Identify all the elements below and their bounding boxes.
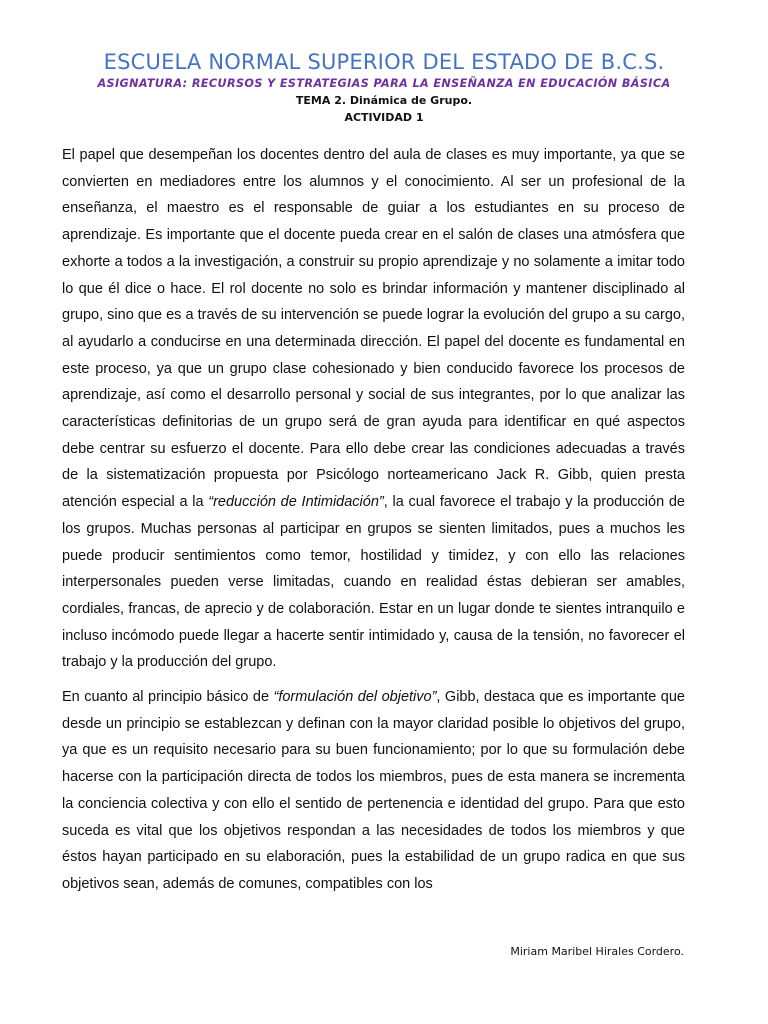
activity-line: ACTIVIDAD 1 xyxy=(344,111,424,124)
paragraph-2 xyxy=(62,684,685,898)
paragraph-1-emphasis: “reducción de Intimidación” xyxy=(208,494,384,511)
paragraph-2-text-a: En cuanto al principio básico de xyxy=(62,689,274,706)
paragraph-2-text-b: , Gibb, destaca que es importante que desde un principio se establezcan y definan con la mayor claridad posible lo objetivos del grupo, ya que es un requisito necesario para su buen funcionamiento; por lo que su formulación debe hacerse con la participación directa de todos los miembros, pues de esta manera se incrementa la conciencia colectiva y con ello el sentido de pertenencia e identidad del grupo. Para que esto suceda es vital que los objetivos respondan a las necesidades de todos los miembros y que éstos hayan participado en su elaboración, pues la estabilidad de un grupo radica en que sus objetivos sean, además de comunes, compatibles con los xyxy=(62,689,685,892)
paragraph-2-emphasis: “formulación del objetivo” xyxy=(273,689,437,706)
topic-line: TEMA 2. Dinámica de Grupo. xyxy=(295,94,473,107)
subject-line: ASIGNATURA: RECURSOS Y ESTRATEGIAS PARA LA ENSEÑANZA EN EDUCACIÓN BÁSICA xyxy=(97,77,671,90)
document-body xyxy=(62,142,685,906)
paragraph-1-text-b: , la cual favorece el trabajo y la producción de los grupos. Muchas personas al participar en grupos se sienten limitados, pues a muchos les puede producir sentimientos como temor, hostilidad y timidez, y con ello las relaciones interpersonales pueden verse limitadas, cuando en realidad éstas debieran ser amables, cordiales, francas, de aprecio y de colaboración. Estar en un lugar donde te sientes intranquilo e incluso incómodo puede llegar a hacerte sentir intimidado y, causa de la tensión, no favorecer el trabajo y la producción del grupo. xyxy=(62,494,685,671)
paragraph-1 xyxy=(62,142,685,676)
paragraph-1-text-a: El papel que desempeñan los docentes dentro del aula de clases es muy importante, ya que se convierten en mediadores entre los alumnos y el conocimiento. Al ser un profesional de la enseñanza, el maestro es el responsable de guiar a los estudiantes en su proceso de aprendizaje. Es importante que el docente pueda crear en el salón de clases una atmósfera que exhorte a todos a la investigación, a construir su propio aprendizaje y no solamente a imitar todo lo que él dice o hace. El rol docente no solo es brindar información y mantener disciplinado al grupo, sino que es a través de su intervención se puede lograr la evolución del grupo a su cargo, al ayudarlo a conducirse en una determinada dirección. El papel del docente es fundamental en este proceso, ya que un grupo clase cohesionado y bien conducido favorece los procesos de aprendizaje, así como el desarrollo personal y social de sus integrantes, por lo que analizar las características definitorias de un grupo será de gran ayuda para identificar en qué aspectos debe centrar su esfuerzo el docente. Para ello debe crear las condiciones adecuadas a través de la sistematización propuesta por Psicólogo norteamericano Jack R. Gibb, quien presta atención especial a la xyxy=(62,147,685,511)
school-title: ESCUELA NORMAL SUPERIOR DEL ESTADO DE B.C.S. xyxy=(103,50,665,74)
author-footer: Miriam Maribel Hirales Cordero. xyxy=(510,945,684,958)
